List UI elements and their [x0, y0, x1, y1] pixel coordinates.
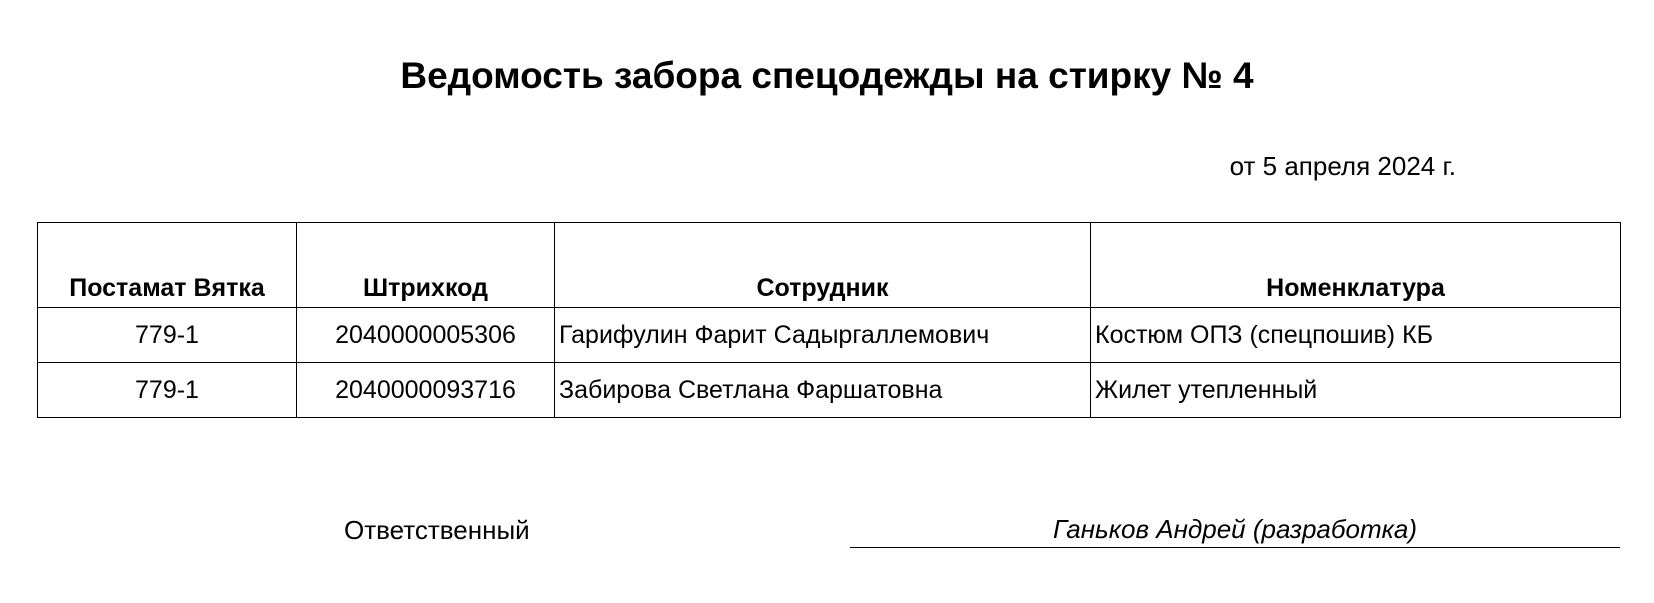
column-header-employee: Сотрудник	[555, 223, 1091, 308]
table-row	[38, 308, 1621, 363]
column-header-barcode: Штрихкод	[297, 223, 555, 308]
cell-barcode: 2040000093716	[297, 363, 555, 418]
responsible-label: Ответственный	[344, 515, 530, 545]
document-date: от 5 апреля 2024 г.	[1229, 151, 1456, 181]
cell-employee: Забирова Светлана Фаршатовна	[555, 363, 1091, 418]
cell-nomenclature: Жилет утепленный	[1091, 363, 1621, 418]
table-row	[38, 363, 1621, 418]
laundry-table	[37, 222, 1621, 418]
table-header-row	[38, 223, 1621, 308]
document-title: Ведомость забора спецодежды на стирку № 4	[400, 55, 1254, 96]
cell-postamat: 779-1	[38, 363, 297, 418]
cell-barcode: 2040000005306	[297, 308, 555, 363]
signature-line	[850, 547, 1620, 548]
cell-nomenclature: Костюм ОПЗ (спецпошив) КБ	[1091, 308, 1621, 363]
column-header-postamat: Постамат Вятка	[38, 223, 297, 308]
cell-employee: Гарифулин Фарит Садыргаллемович	[555, 308, 1091, 363]
cell-postamat: 779-1	[38, 308, 297, 363]
column-header-nomenclature: Номенклатура	[1091, 223, 1621, 308]
responsible-name: Ганьков Андрей (разработка)	[1052, 514, 1418, 544]
